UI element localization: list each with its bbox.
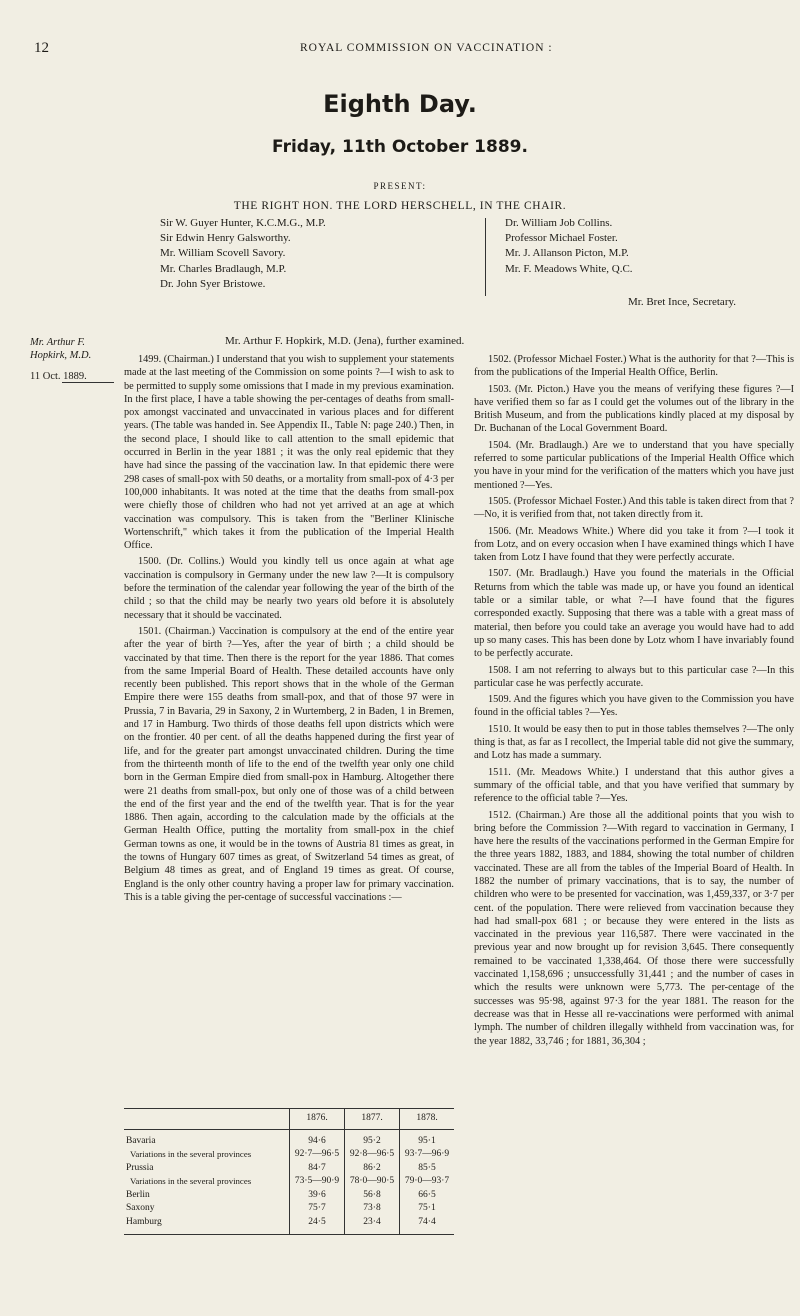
chair-line: THE RIGHT HON. THE LORD HERSCHELL, IN THE CHAIR. — [233, 200, 567, 212]
members-right-list — [505, 216, 633, 277]
row-label: Variations in the several provinces — [130, 1149, 252, 1159]
page-number: 12 — [34, 40, 49, 56]
testimony-paragraph: 1506. (Mr. Meadows White.) Where did you take it from ?—I took it from Lotz, and on every occasion when I have examined things which I have taken from Lotz I have found that they were perfectly accurate. — [474, 525, 794, 564]
testimony-paragraph: 1502. (Professor Michael Foster.) What is the authority for that ?—This is from the publications of the Imperial Health Office, Berlin. — [474, 354, 794, 379]
session-date: Friday, 11th October 1889. — [272, 137, 528, 157]
table-cell: 85·5 — [400, 1162, 455, 1176]
testimony-paragraph: 1509. And the figures which you have given to the Commission you have found in the official tables ?—Yes. — [474, 694, 794, 719]
margin-witness: Mr. Arthur F. Hopkirk, M.D. — [30, 337, 92, 361]
member-name: Dr. John Syer Bristowe. — [160, 277, 266, 290]
member-name: Mr. J. Allanson Picton, M.P. — [505, 247, 629, 260]
margin-date: 11 Oct. 1889. — [30, 371, 87, 382]
testimony-paragraph: 1499. (Chairman.) I understand that you wish to supplement your statements made at the last meeting of the Commission on some points ?—I wish to ask to be permitted to supply some omissions that I made in my previous examination. In the first place, I have a table showing the per-centages of deaths from small-pox amongst vaccinated and unvaccinated in various places and for different years. (The table was handed in. See Appendix II., Table N: page 240.) Then, in the second place, I should like to call attention to the small epidemic that occurred in Berlin in the year 1881 ; it was the only real epidemic that they have had since the passing of the vaccination law. In that epidemic there were 298 cases of small-pox with 50 deaths, or a mortality from small-pox of 4·3 per 100,000 inhabitants. It was noted at the time that the deaths from small-pox were chiefly those of children who had not yet arrived at an age at which vaccination was compulsory. This is taken from the "Berliner Klinische Wortenschrift," which takes it from the publication of the Imperial Health Office. — [124, 354, 454, 552]
member-divider — [485, 218, 486, 296]
table-cell: 92·8—96·5 — [345, 1148, 400, 1162]
table-row — [124, 1162, 454, 1176]
table-cell: 94·6 — [290, 1129, 345, 1148]
members-left-list — [160, 216, 326, 292]
table-cell: 23·4 — [345, 1216, 400, 1235]
table-row — [124, 1216, 454, 1235]
member-name: Sir W. Guyer Hunter, K.C.M.G., M.P. — [160, 217, 326, 229]
testimony-paragraph: 1510. It would be easy then to put in those tables themselves ?—The only thing is that, as far as I recollect, the Imperial table did not give the summary, and Lotz has made a summary. — [474, 723, 794, 762]
member-name: Mr. William Scovell Savory. — [160, 247, 286, 260]
running-head: ROYAL COMMISSION ON VACCINATION : — [300, 42, 553, 54]
table-header — [124, 1109, 290, 1130]
right-column — [474, 353, 794, 1051]
table-cell: 79·0—93·7 — [400, 1175, 455, 1189]
table-cell: 84·7 — [290, 1162, 345, 1176]
row-label: Berlin — [126, 1189, 150, 1200]
table-cell: 93·7—96·9 — [400, 1148, 455, 1162]
row-label: Variations in the several provinces — [130, 1176, 252, 1186]
table-cell: 56·8 — [345, 1189, 400, 1203]
member-name: Sir Edwin Henry Galsworthy. — [160, 232, 291, 245]
testimony-paragraph: 1500. (Dr. Collins.) Would you kindly tell us once again at what age vaccination is compulsory in Germany under the new law ?—It is compulsory before the termination of the calendar year following the year of the birth of the child ; so that the child may be nearly two years old before it is absolutely necessary that it should be vaccinated. — [124, 556, 454, 621]
testimony-paragraph: 1504. (Mr. Bradlaugh.) Are we to understand that you have specially referred to some particular publications of the Imperial Health Office which you have in your mind for the verification of the matters which you have just mentioned ?—Yes. — [474, 439, 794, 491]
table-row — [124, 1129, 454, 1148]
table-row — [124, 1175, 454, 1189]
table-cell: 75·1 — [400, 1202, 455, 1216]
witness-heading: Mr. Arthur F. Hopkirk, M.D. (Jena), further examined. — [225, 335, 465, 347]
table-cell: 39·6 — [290, 1189, 345, 1203]
table-cell: 95·1 — [400, 1129, 455, 1148]
testimony-paragraph: 1505. (Professor Michael Foster.) And this table is taken direct from that ?—No, it is verified from that, not taken directly from it. — [474, 495, 794, 521]
table-cell: 74·4 — [400, 1216, 455, 1235]
row-label: Bavaria — [126, 1135, 156, 1146]
testimony-paragraph: 1503. (Mr. Picton.) Have you the means of verifying these figures ?—I have verified them so far as I could get the volumes out of the library in the British Museum, and from the publications kindly placed at my disposal by Dr. Buchanan of the Local Government Board. — [474, 383, 794, 435]
margin-rule — [62, 382, 114, 383]
testimony-paragraph: 1507. (Mr. Bradlaugh.) Have you found the materials in the Official Returns from which the table was made up, or have you found an identical table or a similar table, or what ?—I have found that the figures corresponded exactly. Supposing that there was a table with a great mass of material, then before you could take an average you would have had to add up so many cases. This has been done by Lotz whom I have invariably found to be perfectly accurate. — [474, 568, 794, 660]
table-cell: 75·7 — [290, 1202, 345, 1216]
table-header: 1877. — [345, 1109, 400, 1130]
row-label: Saxony — [126, 1203, 155, 1213]
testimony-paragraph: 1508. I am not referring to always but to this particular case ?—In this particular case he was perfectly accurate. — [474, 664, 794, 689]
row-label: Hamburg — [124, 1216, 290, 1235]
testimony-paragraph: 1511. (Mr. Meadows White.) I understand that this author gives a summary of the official table, and that you have verified that summary by reference to the official table ?—Yes. — [474, 766, 794, 805]
member-name: Mr. Charles Bradlaugh, M.P. — [160, 262, 287, 275]
table-row — [124, 1202, 454, 1216]
table-header: 1876. — [290, 1109, 345, 1130]
table-row — [124, 1189, 454, 1203]
present-label: PRESENT: — [373, 181, 427, 191]
member-name: Dr. William Job Collins. — [505, 217, 613, 229]
table-header-row — [124, 1109, 454, 1130]
table-cell: 92·7—96·5 — [290, 1148, 345, 1162]
left-column — [124, 353, 454, 907]
testimony-paragraph: 1501. (Chairman.) Vaccination is compulsory at the end of the entire year after the year of birth ?—Yes, after the year of birth ; a child should be vaccinated by that time. Then there is the report for the year 1886. That comes from the same Imperial Board of Health. These detailed accounts have only recently been published. This report shows that in the whole of the German Empire there were 155 deaths from small-pox, and that of those 97 were in Prussia, 7 in Bavaria, 29 in Saxony, 2 in Wurtemberg, 2 in Baden, 1 in Bremen, and 17 in Hamburg. Two thirds of those deaths fell upon districts which were on the frontier. 40 per cent. of all the deaths happened during the first year of life, and for the greater part amongst unvaccinated children. During the time from the thirteenth month of life to the end of the twelfth year only one child born in the German Empire died from small-pox in Hamburg. Altogether there were 21 deaths from small-pox, but only one of those was of a child between the end of the first year and the end of the twelfth year. That is for the year 1886. Then again, according to the calculation made by the officials at the German Health Office, putting the mortality from small-pox in the chief German towns as one, it would be in the towns of Austria 81 times as great, in the towns of Hungary 607 times as great, of Switzerland 54 times as great, of Belgium 48 times as great, and of England 19 times as great. Of course, England is the only other country having a proper law for primary vaccination. This is a table giving the per-centage of successful vaccinations :— — [124, 625, 454, 903]
member-name: Mr. F. Meadows White, Q.C. — [505, 262, 633, 275]
table-row — [124, 1148, 454, 1162]
row-label: Prussia — [126, 1162, 154, 1173]
table-cell: 86·2 — [345, 1162, 400, 1176]
table-cell: 78·0—90·5 — [345, 1175, 400, 1189]
member-name: Professor Michael Foster. — [505, 232, 618, 245]
table-header: 1878. — [400, 1109, 455, 1130]
table-cell: 73·5—90·9 — [290, 1175, 345, 1189]
table-cell: 73·8 — [345, 1202, 400, 1216]
table-cell: 66·5 — [400, 1189, 455, 1203]
secretary-line: Mr. Bret Ince, Secretary. — [628, 296, 737, 308]
margin-note — [30, 336, 110, 383]
vaccination-table — [124, 1108, 454, 1235]
day-title: Eighth Day. — [323, 90, 477, 118]
table-cell: 95·2 — [345, 1129, 400, 1148]
testimony-paragraph: 1512. (Chairman.) Are those all the additional points that you wish to bring before the Commission ?—With regard to vaccination in Germany, I have here the results of the vaccinations performed in the German Empire for the three years 1882, 1883, and 1884, showing the total number of children vaccinated. These are all from the tables of the Imperial Board of Health. In 1882 the number of primary vaccinations, that is to say, the number of children who were to be presented for vaccination, was 1,459,337, or 3·7 per cent. of the population. There were relieved from vaccination because they had had small-pox 681 ; or because they were entered in the lists as vaccinated in the previous year 116,587. There were vaccinated in the previous year and now brought up for revision 3,645. There consequently remained to be vaccinated 1,338,464. Of those there were successfully vaccinated 1,158,696 ; unsuccessfully 31,441 ; and the number of cases in which the results were unknown were 5,773. The per-centage of the successes was 95·98, against 97·3 for the year 1881. The reason for the decrease was that in Hesse all re-vaccinations were performed with animal lymph. The number of children illegally withheld from vaccination was, for the year 1882, 33,746 ; for 1881, 36,304 ; — [474, 809, 794, 1047]
table-cell: 24·5 — [290, 1216, 345, 1235]
